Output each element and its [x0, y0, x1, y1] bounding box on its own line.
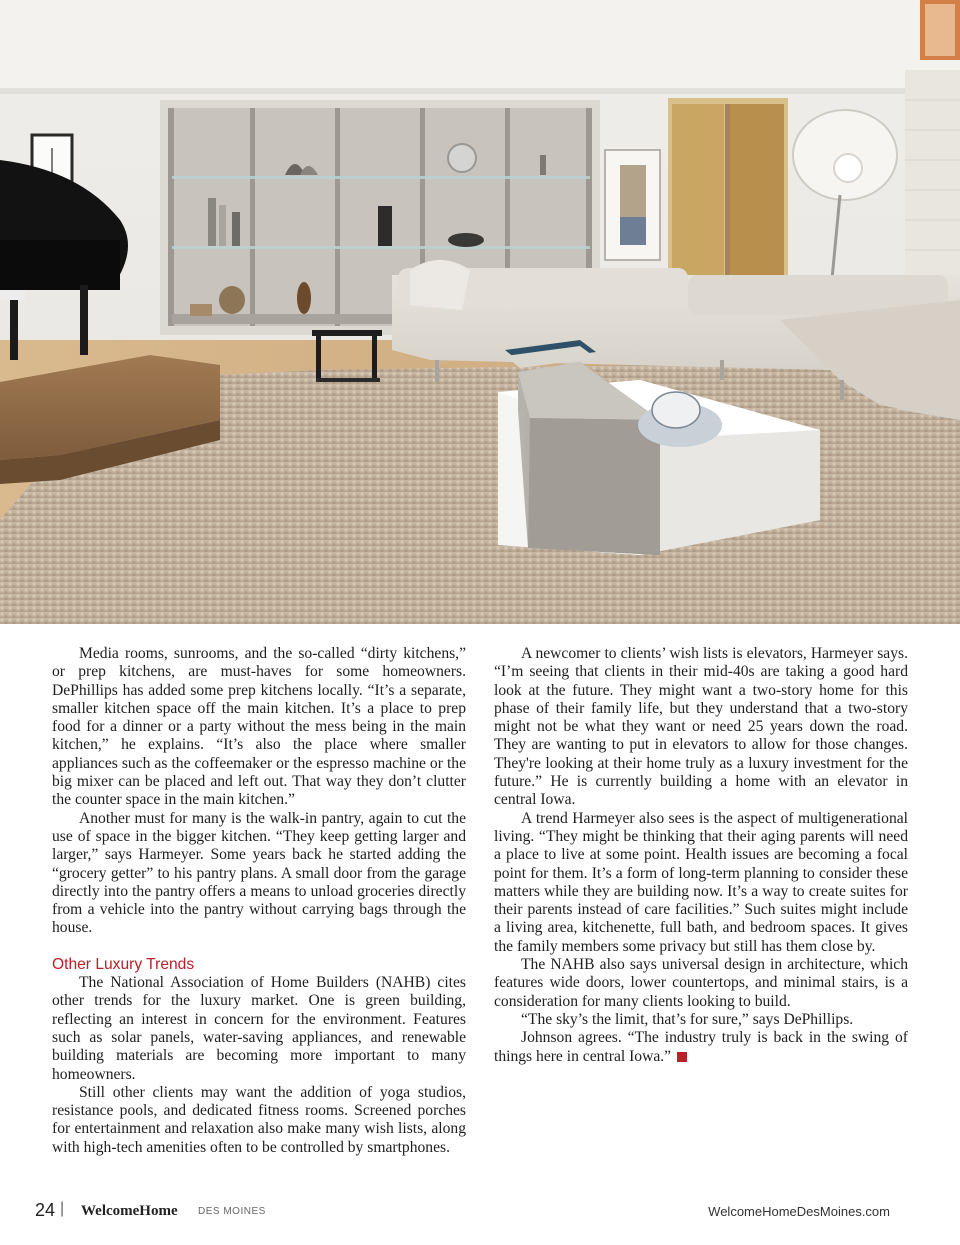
paragraph-fitness-rooms: Still other clients may want the addition of yoga studios, resistance pools, and dedicated fitness rooms. Screened porches for entertainment and relaxation also make many wish lists, along with high-tech amenities often to be controlled by smartphones. — [52, 1083, 466, 1156]
paragraph-elevators: A newcomer to clients’ wish lists is elevators, Harmeyer says. “I’m seeing that clients in their mid-40s are taking a good hard look at the future. They might want a two-story home for this phase of their family life, but they understand that a two-story might not be what they want or need 25 years down the road. They are wanting to put in elevators to allow for those changes. They're looking at their home truly as a luxury investment for the future.” He is currently building a home with an elevator in central Iowa. — [494, 645, 908, 809]
closing-text: Johnson agrees. “The industry truly is back in the swing of things here in central Iowa.” — [494, 1029, 908, 1065]
end-mark-icon — [677, 1052, 687, 1062]
subhead-other-luxury-trends: Other Luxury Trends — [52, 955, 195, 973]
page-number: 24 — [35, 1200, 56, 1220]
magazine-brand-city: DES MOINES — [198, 1206, 266, 1217]
paragraph-sky-limit: “The sky’s the limit, that’s for sure,” says DePhillips. — [521, 1010, 854, 1028]
page-footer — [35, 1200, 890, 1224]
article-right-column — [494, 645, 908, 1066]
paragraph-prep-kitchens: Media rooms, sunrooms, and the so-called “dirty kitchens,” or prep kitchens, are must-haves for some homeowners. DePhillips has added some prep kitchens locally. “It’s a separate, smaller kitchen space off the main kitchen. It’s a place to prep food for a dinner or a party without the mess being in the main kitchen,” he explains. “It’s also the place where smaller appliances such as the coffeemaker or the espresso machine or the big mixer can be placed and left out. That way they don’t clutter the counter space in the main kitchen.” — [52, 645, 466, 809]
footer-website[interactable]: WelcomeHomeDesMoines.com — [708, 1204, 890, 1219]
footer-separator: | — [60, 1200, 65, 1217]
paragraph-nahb-trends: The National Association of Home Builders (NAHB) cites other trends for the luxury market. One is green building, reflecting an interest in concern for the environment. Features such as solar panels, water-saving appliances, and renewable building materials are becoming more important to many homeowners. — [52, 974, 466, 1083]
article-left-column — [52, 645, 466, 1157]
paragraph-closing — [494, 1029, 908, 1066]
paragraph-walk-in-pantry: Another must for many is the walk-in pantry, again to cut the use of space in the bigger kitchen. “They keep getting larger and larger,” says Harmeyer. Some years back he started adding the “grocery getter” to his pantry plans. A small door from the garage directly into the pantry offers a means to unload groceries directly from a vehicle into the pantry without carrying bags through the house. — [52, 809, 466, 937]
paragraph-multigenerational: A trend Harmeyer also sees is the aspect of multigenerational living. “They might be thinking that their aging parents will need a place to live at some point. Health issues are becoming a focal point for them. It’s a form of long-term planning to consider these matters while they are building now. It’s a way to create suites for their parents instead of care facilities.” Such suites might include a living area, kitchenette, full bath, and bedroom spaces. It gives the family members some privacy but still has them close by. — [494, 809, 908, 955]
magazine-brand: WelcomeHome — [81, 1203, 178, 1219]
paragraph-universal-design: The NAHB also says universal design in architecture, which features wide doors, lower countertops, and minimal stairs, is a consideration for many clients looking to build. — [494, 956, 908, 1010]
